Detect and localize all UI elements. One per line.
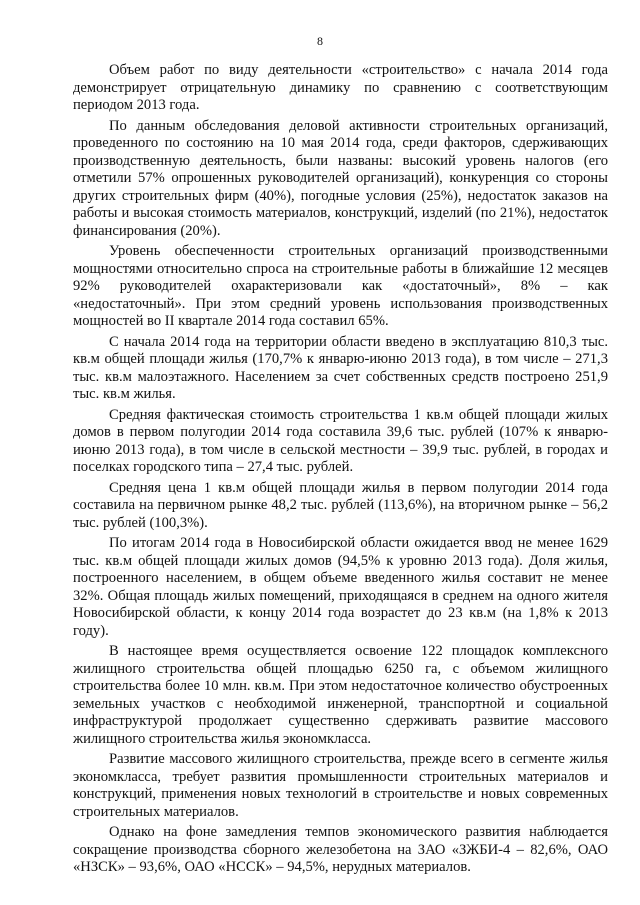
paragraph-business-activity-survey: По данным обследования деловой активности строительных организаций, проведенного по состоянию на 10 мая 2014 года, среди факторов, сдерживающих производственную деятельность, были названы: высокий уровень налогов (его отметили 57% опрошенных руководителей организаций), конкуренция со стороны других строительных фирм (40%), погодные условия (25%), недостаток заказов на работы и высокая стоимость материалов, конструкций, изделий (по 21%), недостаток финансирования (20%). (73, 117, 608, 239)
paragraph-housing-price: Средняя цена 1 кв.м общей площади жилья в первом полугодии 2014 года составила на первичном рынке 48,2 тыс. рублей (113,6%), на вторичном рынке – 56,2 тыс. рублей (100,3%). (73, 479, 608, 531)
page-number: 8 (317, 34, 323, 48)
paragraph-construction-volume: Объем работ по виду деятельности «строительство» с начала 2014 года демонстрирует отрицательную динамику по сравнению с соответствующим периодом 2013 года. (73, 62, 608, 113)
document-body (73, 62, 608, 880)
paragraph-housing-commissioned: С начала 2014 года на территории области введено в эксплуатацию 810,3 тыс. кв.м общей площади жилья (170,7% к январю-июню 2013 года), в том числе – 271,3 тыс. кв.м малоэтажного. Населением за счет собственных средств построено 251,9 тыс. кв.м жилья. (73, 333, 608, 402)
paragraph-construction-cost: Средняя фактическая стоимость строительства 1 кв.м общей площади жилых домов в первом полугодии 2014 года составила 39,6 тыс. рублей (107% к январю-июню 2013 года), в том числе в сельской местности – 39,9 тыс. рублей, в городах и поселках городского типа – 27,4 тыс. рублей. (73, 406, 608, 475)
paragraph-capacity-utilization: Уровень обеспеченности строительных организаций производственными мощностями относительно спроса на строительные работы в ближайшие 12 месяцев 92% руководителей охарактеризовали как «достаточный», 8% – как «недостаточный». При этом средний уровень использования производственных мощностей во II квартале 2014 года составил 65%. (73, 243, 608, 329)
paragraph-2014-forecast: По итогам 2014 года в Новосибирской области ожидается ввод не менее 1629 тыс. кв.м общей площади жилых домов (94,5% к уровню 2013 года). Доля жилья, построенного населением, в общем объеме введенного жилья составит не менее 32%. Общая площадь жилых помещений, приходящаяся в среднем на одного жителя Новосибирской области, к концу 2014 года возрастет до 23 кв.м (на 1,8% к 2013 году). (73, 535, 608, 639)
paragraph-production-decline: Однако на фоне замедления темпов экономического развития наблюдается сокращение производства сборного железобетона на ЗАО «ЗЖБИ-4 – 82,6%, ОАО «НЗСК» – 93,6%, ОАО «НССК» – 94,5%, нерудных материалов. (73, 824, 608, 875)
paragraph-complex-development-sites: В настоящее время осуществляется освоение 122 площадок комплексного жилищного строительства общей площадью 6250 га, с объемом жилищного строительства более 10 млн. кв.м. При этом недостаточное количество обустроенных земельных участков с необходимой инженерной, транспортной и социальной инфраструктурой продолжает существенно сдерживать развитие массового жилищного строительства жилья экономкласса. (73, 643, 608, 747)
paragraph-economy-class-development: Развитие массового жилищного строительства, прежде всего в сегменте жилья экономкласса, требует развития промышленности строительных материалов и конструкций, применения новых технологий в строительстве и новых современных строительных материалов. (73, 751, 608, 820)
